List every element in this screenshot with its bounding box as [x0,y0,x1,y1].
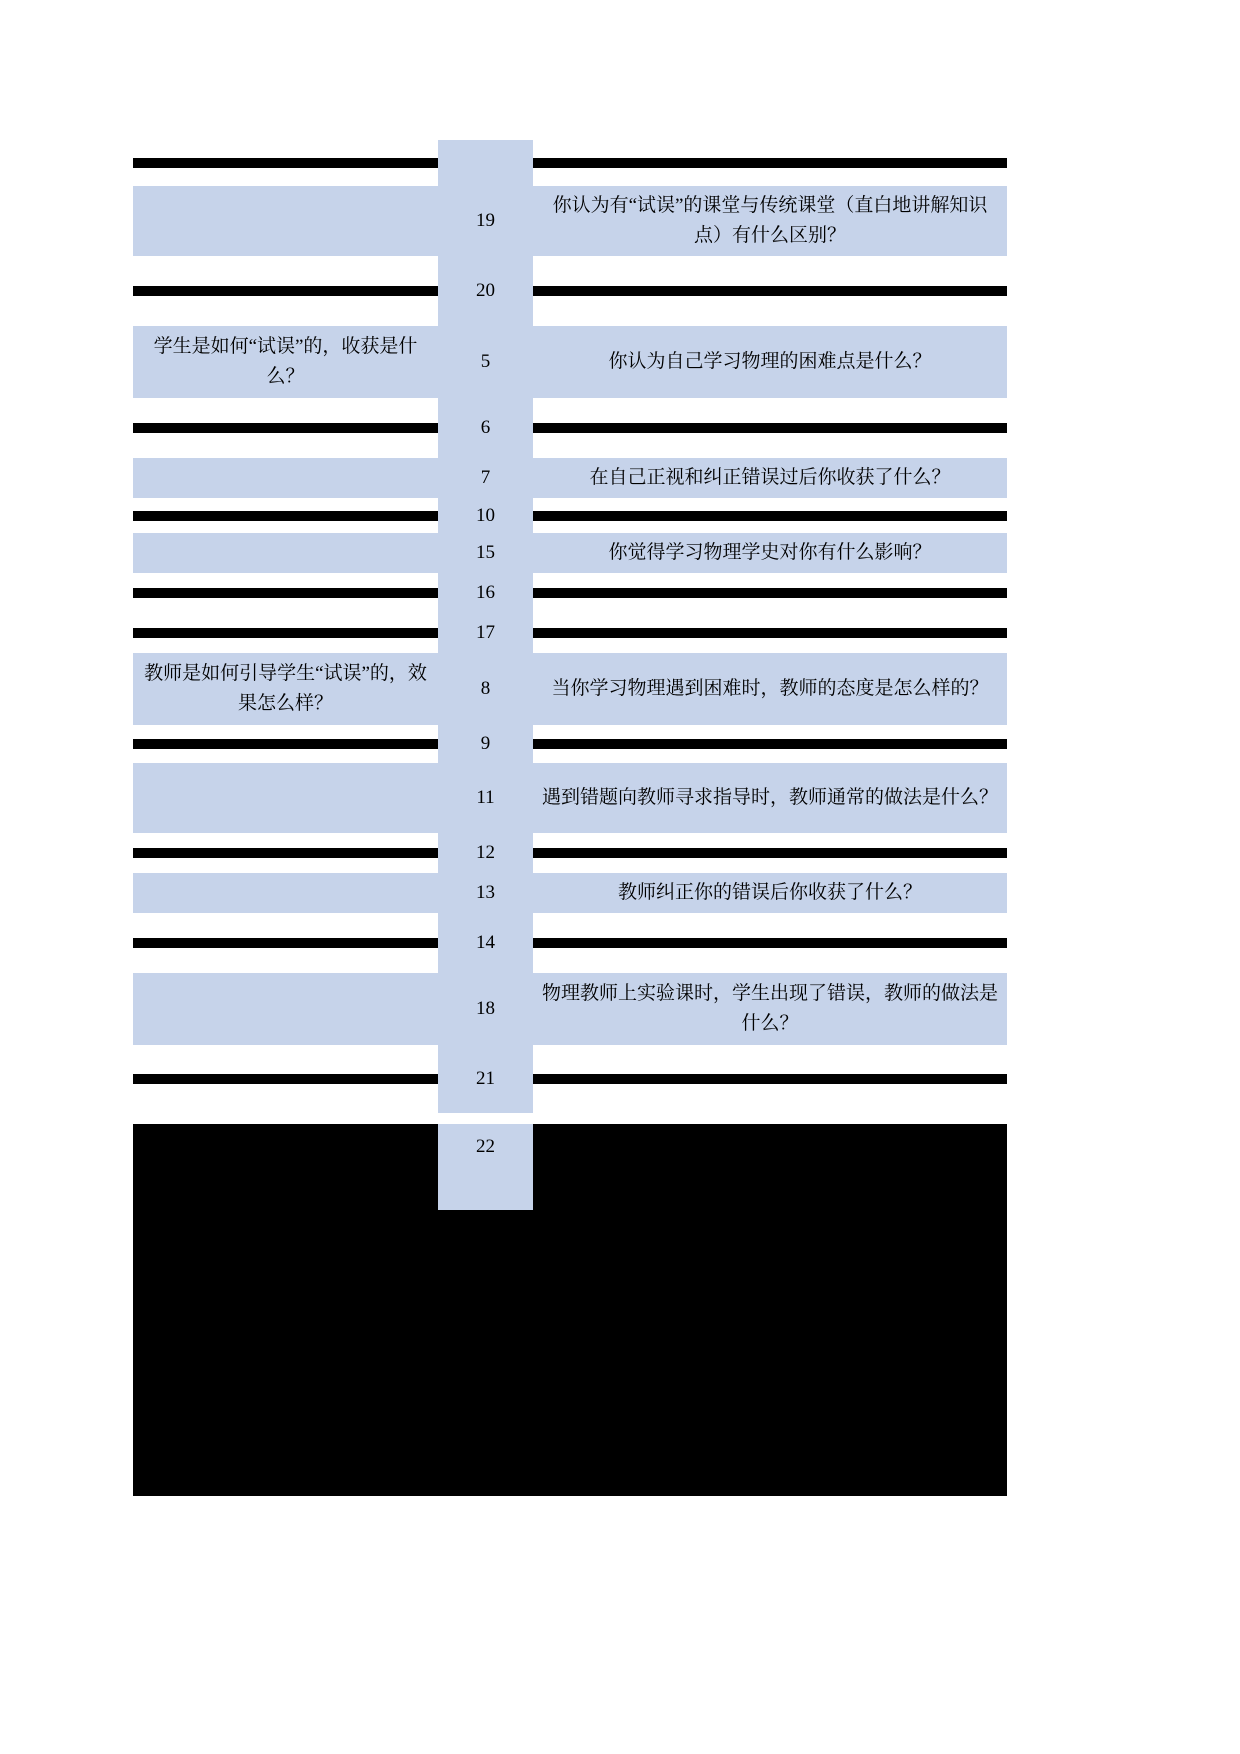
question-cell [533,140,1007,186]
question-cell [533,973,1007,1045]
theme-cell [133,913,438,973]
theme-text [133,1074,438,1084]
number-text: 12 [476,842,495,863]
number-text: 21 [476,1068,495,1089]
question-cell [533,186,1007,256]
table-row [133,140,1007,186]
question-text [533,1074,1007,1084]
table-row [133,326,1007,398]
number-text: 15 [476,542,495,563]
theme-text [133,1004,438,1014]
theme-text [133,548,438,558]
question-cell [533,573,1007,613]
question-cell [533,613,1007,653]
table-row [133,833,1007,873]
number-cell [438,498,533,533]
table-row [133,973,1007,1045]
theme-cell [133,498,438,533]
theme-text [133,511,438,521]
theme-cell [133,763,438,833]
number-text: 5 [480,351,491,372]
theme-cell [133,653,438,725]
number-cell [438,458,533,498]
number-cell [438,913,533,973]
question-text [533,848,1007,858]
question-text: 你认为自己学习物理的困难点是什么？ [608,351,932,372]
theme-cell [133,458,438,498]
number-cell [438,725,533,763]
theme-cell [133,186,438,256]
number-text: 22 [476,1136,495,1157]
table-row [133,1045,1007,1113]
theme-text [133,216,438,226]
question-text [533,423,1007,433]
question-text: 在自己正视和纠正错误过后你收获了什么？ [589,467,951,488]
theme-cell [133,833,438,873]
theme-text [133,286,438,296]
number-cell [438,573,533,613]
question-text [533,628,1007,638]
number-cell [438,398,533,458]
theme-cell [133,873,438,913]
number-cell [438,256,533,326]
question-cell [533,763,1007,833]
number-text: 14 [476,932,495,953]
table-row [133,256,1007,326]
theme-text [133,793,438,803]
theme-cell [133,256,438,326]
number-text: 6 [480,417,491,438]
theme-text [133,423,438,433]
number-cell [438,613,533,653]
number-cell [438,973,533,1045]
number-cell [438,1045,533,1113]
question-cell [533,913,1007,973]
theme-cell [133,533,438,573]
table-row [133,186,1007,256]
theme-text [133,628,438,638]
question-cell [533,653,1007,725]
question-cell [533,873,1007,913]
table-row [133,653,1007,725]
theme-text: 学生是如何“试误”的，收获是什么？ [153,336,418,387]
question-text [533,938,1007,948]
theme-text [133,938,438,948]
theme-cell [133,973,438,1045]
question-cell [533,725,1007,763]
question-text: 教师纠正你的错误后你收获了什么？ [617,882,922,903]
question-text [533,588,1007,598]
question-cell [533,498,1007,533]
theme-text: 教师是如何引导学生“试误”的，效果怎么样？ [144,663,427,714]
table-body [133,140,1007,1113]
redacted-content-block [133,1124,1007,1496]
number-cell [438,763,533,833]
number-text: 11 [476,787,495,808]
question-cell [533,1045,1007,1113]
number-cell [438,833,533,873]
number-text: 8 [480,678,491,699]
number-text: 17 [476,622,495,643]
question-cell [533,256,1007,326]
table-row [133,873,1007,913]
theme-cell [133,1045,438,1113]
number-text: 13 [476,882,495,903]
question-text [533,286,1007,296]
question-cell [533,326,1007,398]
theme-cell [133,725,438,763]
number-text: 18 [476,998,495,1019]
table-row [133,725,1007,763]
question-cell [533,458,1007,498]
question-cell [533,398,1007,458]
question-text: 你认为有“试误”的课堂与传统课堂（直白地讲解知识点）有什么区别？ [552,195,988,246]
number-cell [438,1124,533,1210]
question-text: 你觉得学习物理学史对你有什么影响？ [608,542,932,563]
number-text: 9 [480,733,491,754]
number-text: 19 [476,210,495,231]
question-text [533,511,1007,521]
theme-text [133,848,438,858]
theme-cell [133,613,438,653]
theme-cell [133,573,438,613]
number-text: 20 [476,280,495,301]
table-row [133,398,1007,458]
table-row [133,498,1007,533]
theme-text [133,739,438,749]
number-text: 10 [476,504,495,526]
theme-cell [133,326,438,398]
number-text: 7 [480,467,491,488]
table-row [133,613,1007,653]
number-cell [438,653,533,725]
question-text [533,158,1007,168]
table-row [133,458,1007,498]
theme-text [133,888,438,898]
table-row [133,913,1007,973]
question-text: 物理教师上实验课时，学生出现了错误，教师的做法是什么？ [541,983,998,1034]
table-row [133,533,1007,573]
number-cell [438,186,533,256]
theme-text [133,588,438,598]
theme-text [133,158,438,168]
number-cell [438,873,533,913]
number-cell [438,533,533,573]
theme-cell [133,140,438,186]
question-text: 遇到错题向教师寻求指导时，教师通常的做法是什么？ [541,787,998,808]
number-cell [438,140,533,186]
question-text: 当你学习物理遇到困难时，教师的态度是怎么样的？ [551,678,989,699]
question-cell [533,533,1007,573]
question-cell [533,833,1007,873]
number-cell [438,326,533,398]
theme-cell [133,398,438,458]
table-row [133,573,1007,613]
number-text: 16 [476,582,495,603]
theme-text [133,473,438,483]
interview-outline-table [133,140,1007,1113]
table-row [133,763,1007,833]
question-text [533,739,1007,749]
